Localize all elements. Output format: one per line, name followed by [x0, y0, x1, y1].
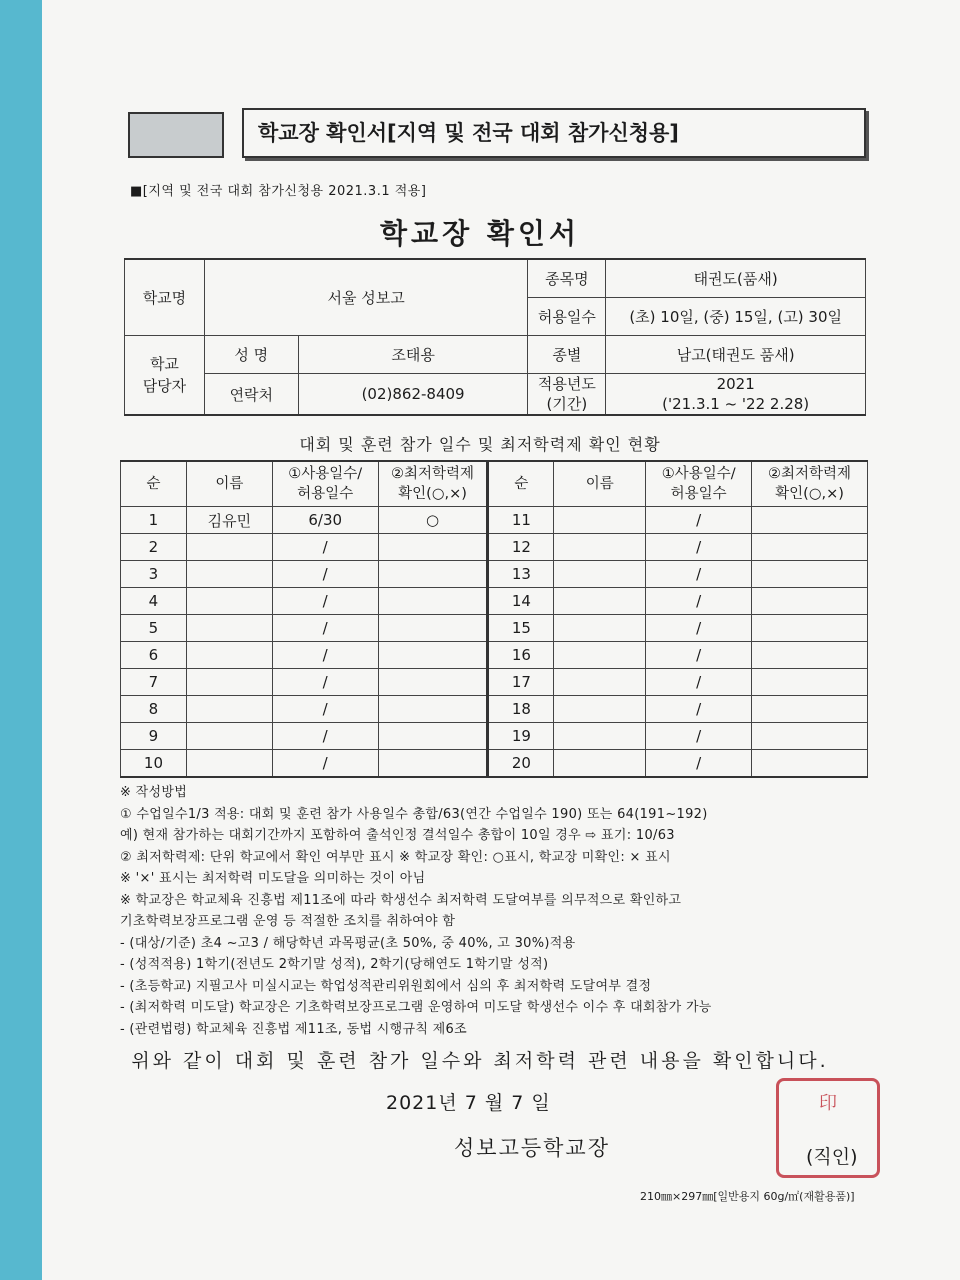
- col-days-right-line1: ①사용일수/: [661, 466, 736, 482]
- table-cell-right-days: /: [646, 561, 752, 588]
- table-cell-left-name: [186, 615, 272, 642]
- instruction-line: ※ 작성방법: [120, 785, 188, 800]
- type-label: 종별: [528, 336, 606, 374]
- table-cell-right-no: 20: [488, 750, 554, 778]
- table-cell-right-check: [752, 669, 868, 696]
- table-cell-left-name: [186, 669, 272, 696]
- col-days-line2: 허용일수: [297, 486, 354, 502]
- table-cell-left-no: 1: [121, 507, 187, 534]
- year-value-line2: ('21.3.1 ~ '22 2.28): [662, 395, 810, 413]
- table-cell-right-check: [752, 615, 868, 642]
- col-days: [272, 461, 378, 507]
- table-cell-right-check: [752, 696, 868, 723]
- table-row: [121, 750, 868, 778]
- table-cell-right-no: 19: [488, 723, 554, 750]
- event-value: 태권도(품새): [606, 259, 866, 298]
- table-cell-right-name: [554, 534, 646, 561]
- school-label: 학교명: [125, 259, 205, 336]
- table-cell-left-name: [186, 723, 272, 750]
- table-cell-left-no: 3: [121, 561, 187, 588]
- year-label: [528, 374, 606, 416]
- status-table: [120, 460, 868, 778]
- instruction-line: 기초학력보장프로그램 운영 등 적절한 조치를 취하여야 함: [120, 914, 456, 929]
- table-cell-left-days: /: [272, 750, 378, 778]
- manager-label: [125, 336, 205, 416]
- name-label: 성 명: [204, 336, 298, 374]
- table-cell-right-no: 11: [488, 507, 554, 534]
- table-cell-left-check: [378, 561, 488, 588]
- table-cell-left-name: 김유민: [186, 507, 272, 534]
- table-cell-left-name: [186, 534, 272, 561]
- col-days-line1: ①사용일수/: [288, 466, 363, 482]
- table-cell-right-name: [554, 642, 646, 669]
- col-check-right-line1: ②최저학력제: [768, 466, 852, 482]
- col-check-line2: 확인(○,×): [398, 486, 467, 502]
- table-cell-left-check: [378, 669, 488, 696]
- table-cell-left-no: 9: [121, 723, 187, 750]
- table-row: [121, 723, 868, 750]
- year-value: [606, 374, 866, 416]
- year-label-line1: 적용년도: [537, 375, 596, 393]
- table-cell-right-name: [554, 507, 646, 534]
- col-check-line1: ②최저학력제: [391, 466, 475, 482]
- type-value: 남고(태권도 품새): [606, 336, 866, 374]
- table-cell-left-name: [186, 588, 272, 615]
- table-cell-left-days: /: [272, 561, 378, 588]
- table-cell-right-name: [554, 615, 646, 642]
- manager-label-line1: 학교: [149, 355, 179, 373]
- table-row: [121, 615, 868, 642]
- table-row: [121, 696, 868, 723]
- school-value: 서울 성보고: [204, 259, 528, 336]
- event-label: 종목명: [528, 259, 606, 298]
- col-no-right: 순: [488, 461, 554, 507]
- table-cell-left-days: /: [272, 669, 378, 696]
- table-cell-right-days: /: [646, 750, 752, 778]
- instruction-line: 예) 현재 참가하는 대회기간까지 포함하여 출석인정 결석일수 총합이 10일 경우 ⇨ 표기: 10/63: [120, 828, 675, 843]
- form-title-box: 학교장 확인서[지역 및 전국 대회 참가신청용]: [242, 108, 866, 158]
- table-cell-right-no: 17: [488, 669, 554, 696]
- table-row: [121, 642, 868, 669]
- instruction-line: - (초등학교) 지필고사 미실시교는 학업성적관리위원회에서 심의 후 최저학력 도달여부 결정: [120, 978, 652, 994]
- table-cell-left-check: [378, 615, 488, 642]
- table-cell-left-check: [378, 588, 488, 615]
- table-cell-left-days: /: [272, 615, 378, 642]
- col-days-right: [646, 461, 752, 507]
- table-cell-right-check: [752, 642, 868, 669]
- col-check-right-line2: 확인(○,×): [775, 486, 844, 502]
- table-cell-left-no: 2: [121, 534, 187, 561]
- col-check: [378, 461, 488, 507]
- table-cell-right-check: [752, 723, 868, 750]
- table-cell-right-name: [554, 669, 646, 696]
- table-cell-left-days: /: [272, 696, 378, 723]
- table-cell-left-name: [186, 642, 272, 669]
- table-cell-left-check: [378, 723, 488, 750]
- table-cell-right-days: /: [646, 696, 752, 723]
- table-row: [121, 534, 868, 561]
- allowed-days-value: (초) 10일, (중) 15일, (고) 30일: [606, 298, 866, 336]
- table-cell-left-check: [378, 642, 488, 669]
- table-cell-left-name: [186, 561, 272, 588]
- instruction-line: ※ 학교장은 학교체육 진흥법 제11조에 따라 학생선수 최저학력 도달여부를 의무적으로 확인하고: [120, 892, 682, 908]
- table-cell-left-no: 4: [121, 588, 187, 615]
- table-cell-left-check: ○: [378, 507, 488, 534]
- name-value: 조태용: [298, 336, 528, 374]
- table-cell-right-no: 18: [488, 696, 554, 723]
- col-name-right: 이름: [554, 461, 646, 507]
- status-rows: [121, 507, 868, 778]
- table-cell-right-check: [752, 534, 868, 561]
- table-row: [121, 669, 868, 696]
- instruction-line: - (성적적용) 1학기(전년도 2학기말 성적), 2학기(당해연도 1학기말 성적): [120, 957, 549, 972]
- instruction-line: - (관련법령) 학교체육 진흥법 제11조, 동법 시행규칙 제6조: [120, 1021, 467, 1037]
- table-cell-right-no: 14: [488, 588, 554, 615]
- table-cell-right-no: 16: [488, 642, 554, 669]
- table-cell-right-check: [752, 561, 868, 588]
- table-cell-left-no: 5: [121, 615, 187, 642]
- writing-instructions: [120, 782, 880, 1040]
- table-cell-right-no: 13: [488, 561, 554, 588]
- table-cell-left-no: 8: [121, 696, 187, 723]
- table-cell-left-days: 6/30: [272, 507, 378, 534]
- document-title: 학교장 확인서: [379, 217, 581, 250]
- table-cell-right-check: [752, 507, 868, 534]
- col-name: 이름: [186, 461, 272, 507]
- issue-date: 2021년 7 월 7 일: [386, 1092, 551, 1114]
- table-cell-right-check: [752, 750, 868, 778]
- table-row: [121, 561, 868, 588]
- table-cell-left-name: [186, 696, 272, 723]
- col-no: 순: [121, 461, 187, 507]
- table-cell-right-days: /: [646, 723, 752, 750]
- table-cell-right-days: /: [646, 669, 752, 696]
- form-number-box: [128, 112, 224, 158]
- seal-glyph-icon: 印: [819, 1093, 837, 1114]
- instruction-line: ※ '×' 표시는 최저학력 미도달을 의미하는 것이 아님: [120, 871, 426, 886]
- contact-value: (02)862-8409: [298, 374, 528, 416]
- table-cell-left-check: [378, 534, 488, 561]
- form-subtitle: ■[지역 및 전국 대회 참가신청용 2021.3.1 적용]: [130, 184, 427, 199]
- table-cell-right-name: [554, 588, 646, 615]
- table-cell-right-name: [554, 561, 646, 588]
- table-cell-left-check: [378, 750, 488, 778]
- table-cell-left-name: [186, 750, 272, 778]
- year-value-line1: 2021: [716, 375, 755, 393]
- table-cell-right-days: /: [646, 534, 752, 561]
- manager-label-line2: 담당자: [142, 377, 187, 395]
- principal-name: 성보고등학교장: [454, 1136, 611, 1160]
- paper-spec-footer: 210㎜×297㎜[일반용지 60g/㎡(재활용품)]: [640, 1190, 855, 1203]
- table-cell-right-days: /: [646, 615, 752, 642]
- table-cell-left-no: 7: [121, 669, 187, 696]
- table-cell-right-name: [554, 696, 646, 723]
- instruction-line: - (대상/기준) 초4 ~고3 / 해당학년 과목평균(초 50%, 중 40%, 고 30%)적용: [120, 935, 576, 951]
- table-cell-right-days: /: [646, 642, 752, 669]
- col-days-right-line2: 허용일수: [670, 486, 727, 502]
- status-header-row: [121, 461, 868, 507]
- table-cell-right-days: /: [646, 588, 752, 615]
- info-table: [124, 258, 866, 416]
- table-cell-left-no: 10: [121, 750, 187, 778]
- table-cell-left-days: /: [272, 588, 378, 615]
- table-cell-left-check: [378, 696, 488, 723]
- closing-statement: 위와 같이 대회 및 훈련 참가 일수와 최저학력 관련 내용을 확인합니다.: [131, 1050, 829, 1072]
- table-row: [121, 507, 868, 534]
- table-cell-left-days: /: [272, 642, 378, 669]
- table-row: [121, 588, 868, 615]
- col-check-right: [752, 461, 868, 507]
- table-cell-left-days: /: [272, 723, 378, 750]
- contact-label: 연락처: [204, 374, 298, 416]
- instruction-line: ① 수업일수1/3 적용: 대회 및 훈련 참가 사용일수 총합/63(연간 수업일수 190) 또는 64(191~192): [120, 806, 708, 822]
- table-cell-right-check: [752, 588, 868, 615]
- instruction-line: - (최저학력 미도달) 학교장은 기초학력보장프로그램 운영하여 미도달 학생선수 이수 후 대회참가 가능: [120, 1000, 712, 1015]
- table-cell-right-name: [554, 723, 646, 750]
- table-cell-right-no: 15: [488, 615, 554, 642]
- status-heading: 대회 및 훈련 참가 일수 및 최저학력제 확인 현황: [299, 435, 661, 454]
- allowed-days-label: 허용일수: [528, 298, 606, 336]
- table-cell-right-no: 12: [488, 534, 554, 561]
- seal-label: (직인): [806, 1146, 858, 1168]
- table-cell-right-days: /: [646, 507, 752, 534]
- table-cell-left-no: 6: [121, 642, 187, 669]
- instruction-line: ② 최저학력제: 단위 학교에서 확인 여부만 표시 ※ 학교장 확인: ○표시, 학교장 미확인: × 표시: [120, 849, 671, 865]
- year-label-line2: (기간): [546, 395, 588, 413]
- table-cell-left-days: /: [272, 534, 378, 561]
- table-cell-right-name: [554, 750, 646, 778]
